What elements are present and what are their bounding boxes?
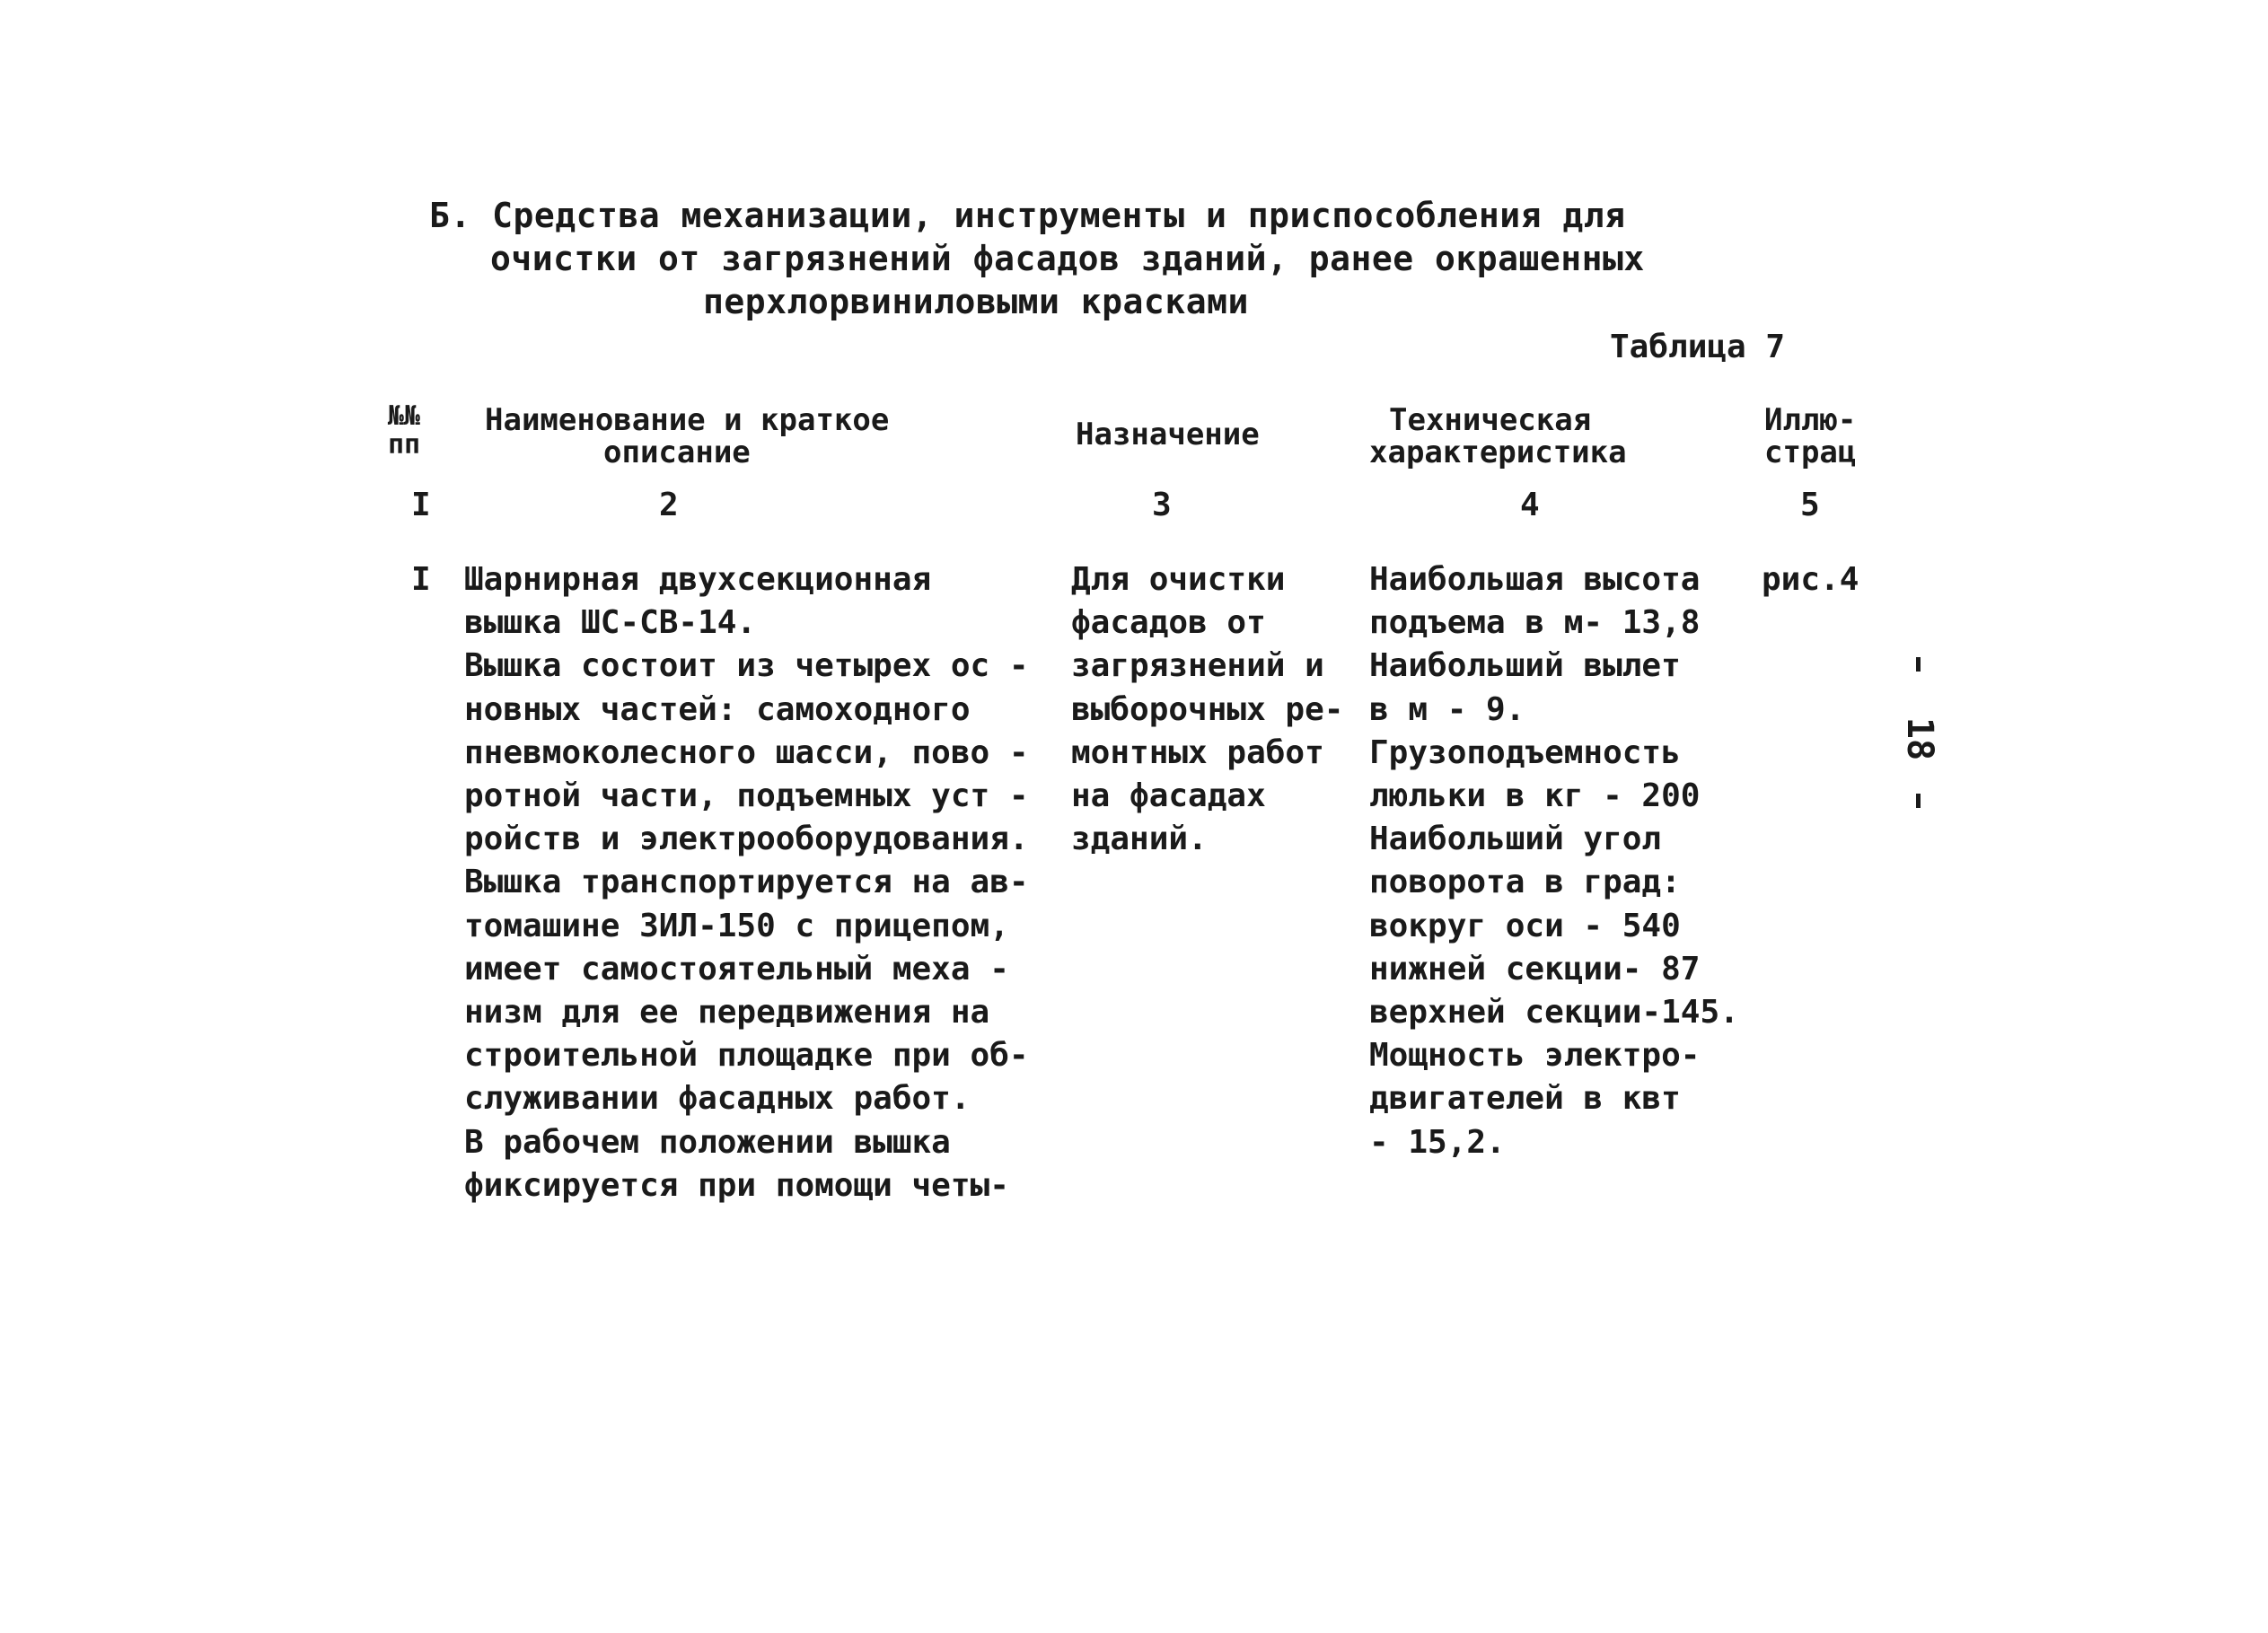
description-line: низм для ее передвижения на [464, 994, 990, 1032]
section-heading-line-3: перхлорвиниловыми красками [703, 282, 1249, 321]
description-line: пневмоколесного шасси, пово - [464, 733, 1029, 771]
column-number: I [411, 487, 431, 523]
purpose-line: загрязнений и [1071, 647, 1324, 685]
description-line: ройств и электрооборудования. [464, 821, 1029, 858]
column-header-name-line: описание [603, 435, 751, 470]
column-header-number-line: пп [388, 429, 421, 461]
row-description [464, 558, 1029, 1207]
column-header-tech [1369, 404, 1627, 469]
tech-line: Наибольший вылет [1369, 647, 1681, 685]
page-number-mark [1893, 643, 1947, 822]
description-line: новных частей: самоходного [464, 690, 971, 728]
tech-line: нижней секции- 87 [1369, 950, 1701, 988]
column-header-number [388, 402, 420, 460]
page-number-dash-top [1916, 657, 1921, 672]
description-line: служивании фасадных работ. [464, 1080, 971, 1118]
purpose-line: монтных работ [1071, 733, 1324, 771]
description-line: Вышка транспортируется на ав- [464, 864, 1029, 901]
description-line: Вышка состоит из четырех ос - [464, 647, 1029, 685]
column-header-tech-line: характеристика [1369, 435, 1627, 470]
description-line: имеет самостоятельный меха - [464, 950, 1009, 988]
tech-line: Мощность электро- [1369, 1037, 1701, 1075]
description-line: томашине ЗИЛ-150 с прицепом, [464, 907, 1009, 944]
purpose-line: Для очистки [1071, 561, 1286, 598]
tech-line: поворота в град: [1369, 864, 1681, 901]
tech-line: - 15,2. [1369, 1123, 1506, 1161]
description-line: строительной площадке при об- [464, 1037, 1029, 1075]
column-number: 4 [1520, 487, 1540, 523]
section-heading-line-2: очистки от загрязнений фасадов зданий, ранее окрашенных [490, 239, 1645, 278]
table-label: Таблица 7 [1610, 329, 1786, 365]
column-header-name-line: Наименование и краткое [485, 402, 890, 438]
tech-line: двигателей в квт [1369, 1080, 1681, 1118]
column-header-number-line: №№ [388, 400, 421, 432]
column-header-purpose-line: Назначение [1076, 417, 1260, 452]
tech-line: Грузоподъемность [1369, 733, 1681, 771]
row-purpose [1071, 558, 1343, 861]
column-header-illustration-line: страц [1764, 435, 1857, 470]
tech-line: Наибольшая высота [1369, 561, 1701, 598]
row-technical-specs [1369, 558, 1739, 1164]
column-number: 2 [659, 487, 679, 523]
tech-line: вокруг оси - 540 [1369, 907, 1681, 944]
column-header-illustration [1764, 404, 1856, 469]
purpose-line: зданий. [1071, 821, 1208, 858]
column-header-purpose [1076, 418, 1260, 451]
description-line: фиксируется при помощи четы- [464, 1166, 1009, 1204]
description-line: вышка ШС-СВ-14. [464, 604, 757, 642]
purpose-line: выборочных ре- [1071, 690, 1344, 728]
tech-line: в м - 9. [1369, 690, 1525, 728]
page-number: 18 [1899, 716, 1940, 761]
row-illustration-ref: рис.4 [1762, 561, 1859, 598]
description-line: ротной части, подъемных уст - [464, 777, 1029, 815]
column-header-tech-line: Техническая [1389, 402, 1592, 438]
column-number: 5 [1800, 487, 1820, 523]
column-number: 3 [1152, 487, 1172, 523]
purpose-line: фасадов от [1071, 604, 1266, 642]
description-line: В рабочем положении вышка [464, 1123, 951, 1161]
description-line: Шарнирная двухсекционная [464, 561, 932, 598]
purpose-line: на фасадах [1071, 777, 1266, 815]
tech-line: подъема в м- 13,8 [1369, 604, 1701, 642]
page-number-dash-bottom [1916, 794, 1921, 808]
tech-line: Наибольший угол [1369, 821, 1662, 858]
column-header-name [485, 404, 889, 469]
tech-line: верхней секции-145. [1369, 994, 1739, 1032]
row-number: I [411, 561, 431, 598]
tech-line: люльки в кг - 200 [1369, 777, 1701, 815]
section-heading-line-1: Б. Средства механизации, инструменты и приспособления для [429, 196, 1626, 235]
column-header-illustration-line: Иллю- [1764, 402, 1857, 438]
